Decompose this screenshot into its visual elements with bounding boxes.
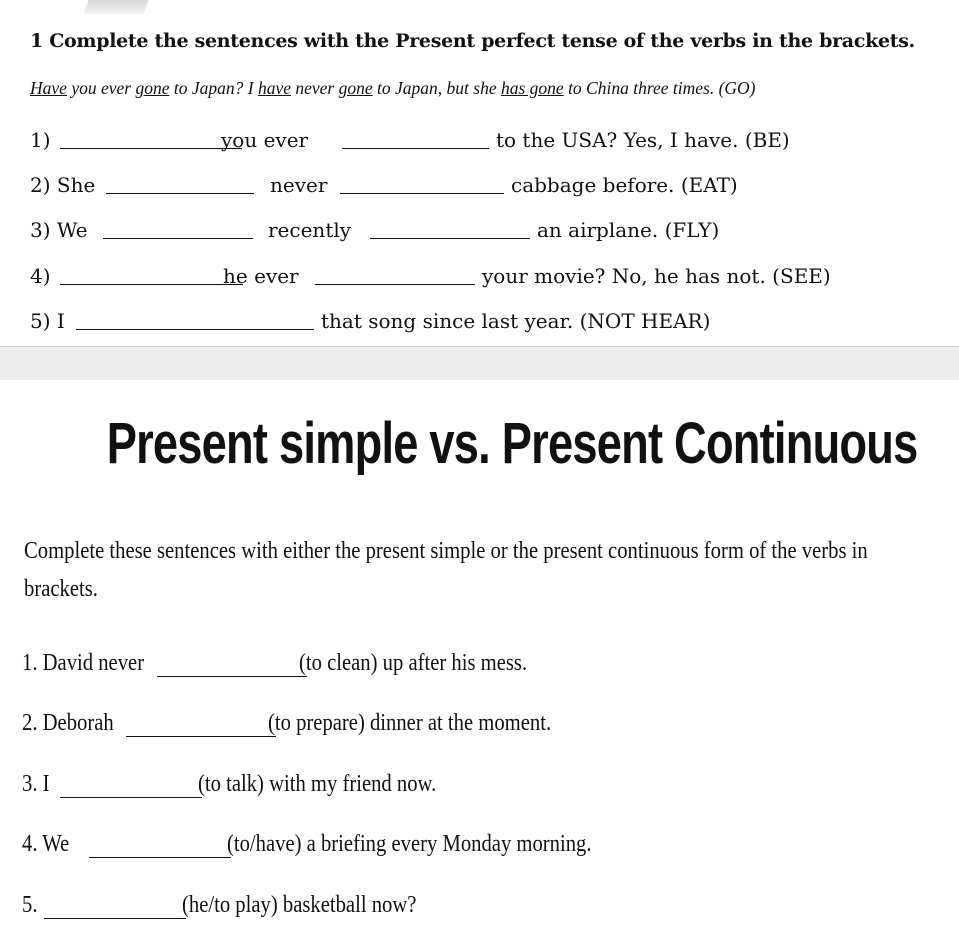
row-end: cabbage before. (EAT) xyxy=(511,173,738,197)
instruction-line: Complete these sentences with either the present simple or the present continuous form of the verbs in xyxy=(24,538,868,564)
exercise2-title: Present simple vs. Present Continuous xyxy=(106,411,918,476)
answer-blank[interactable] xyxy=(76,329,314,330)
item-label: 2. Deborah xyxy=(22,710,114,736)
instruction-line: brackets. xyxy=(24,576,98,602)
example-part: Have xyxy=(30,78,67,98)
exercise1-example xyxy=(30,78,756,99)
exercise2-sheet xyxy=(0,380,959,931)
row-label: 1) xyxy=(30,128,51,152)
example-part: to Japan, but she xyxy=(372,78,501,98)
item-end: (he/to play) basketball now? xyxy=(182,892,417,918)
item-label: 3. I xyxy=(22,771,50,797)
answer-blank[interactable] xyxy=(370,238,530,239)
answer-blank[interactable] xyxy=(60,797,202,798)
item-label: 1. David never xyxy=(22,650,145,676)
answer-blank[interactable] xyxy=(315,284,475,285)
answer-blank[interactable] xyxy=(342,148,489,149)
answer-blank[interactable] xyxy=(60,148,242,149)
row-label: 5) I xyxy=(30,309,65,333)
example-part: you ever xyxy=(66,78,136,98)
answer-blank[interactable] xyxy=(89,857,231,858)
answer-blank[interactable] xyxy=(340,193,504,194)
page-divider xyxy=(0,346,959,381)
row-end: that song since last year. (NOT HEAR) xyxy=(321,309,711,333)
page-corner-shadow xyxy=(83,0,148,14)
example-part: to China three times. (GO) xyxy=(563,78,756,98)
exercise2-instruction xyxy=(24,532,868,608)
example-part: never xyxy=(291,78,339,98)
answer-blank[interactable] xyxy=(103,238,253,239)
item-end: (to/have) a briefing every Monday morning. xyxy=(227,831,592,857)
exercise1-heading: 1 Complete the sentences with the Present perfect tense of the verbs in the brackets. xyxy=(30,30,915,52)
item-end: (to talk) with my friend now. xyxy=(198,771,437,797)
row-end: an airplane. (FLY) xyxy=(537,218,720,242)
example-part: gone xyxy=(338,78,373,98)
example-part: has gone xyxy=(500,78,564,98)
row-middle: he ever xyxy=(223,264,299,288)
item-end: (to prepare) dinner at the moment. xyxy=(268,710,552,736)
row-label: 4) xyxy=(30,264,51,288)
row-label: 2) She xyxy=(30,173,96,197)
row-middle: you ever xyxy=(221,128,309,152)
item-label: 5. xyxy=(22,892,38,918)
answer-blank[interactable] xyxy=(106,193,254,194)
example-part: have xyxy=(257,78,291,98)
answer-blank[interactable] xyxy=(126,736,276,737)
answer-blank[interactable] xyxy=(157,676,307,677)
row-middle: never xyxy=(270,173,328,197)
row-end: your movie? No, he has not. (SEE) xyxy=(482,264,831,288)
row-end: to the USA? Yes, I have. (BE) xyxy=(496,128,790,152)
example-part: gone xyxy=(135,78,170,98)
row-middle: recently xyxy=(268,218,352,242)
answer-blank[interactable] xyxy=(60,284,243,285)
row-label: 3) We xyxy=(30,218,88,242)
example-part: to Japan? I xyxy=(169,78,258,98)
answer-blank[interactable] xyxy=(44,918,186,919)
item-label: 4. We xyxy=(22,831,70,857)
item-end: (to clean) up after his mess. xyxy=(299,650,528,676)
exercise1-sheet xyxy=(0,0,959,346)
